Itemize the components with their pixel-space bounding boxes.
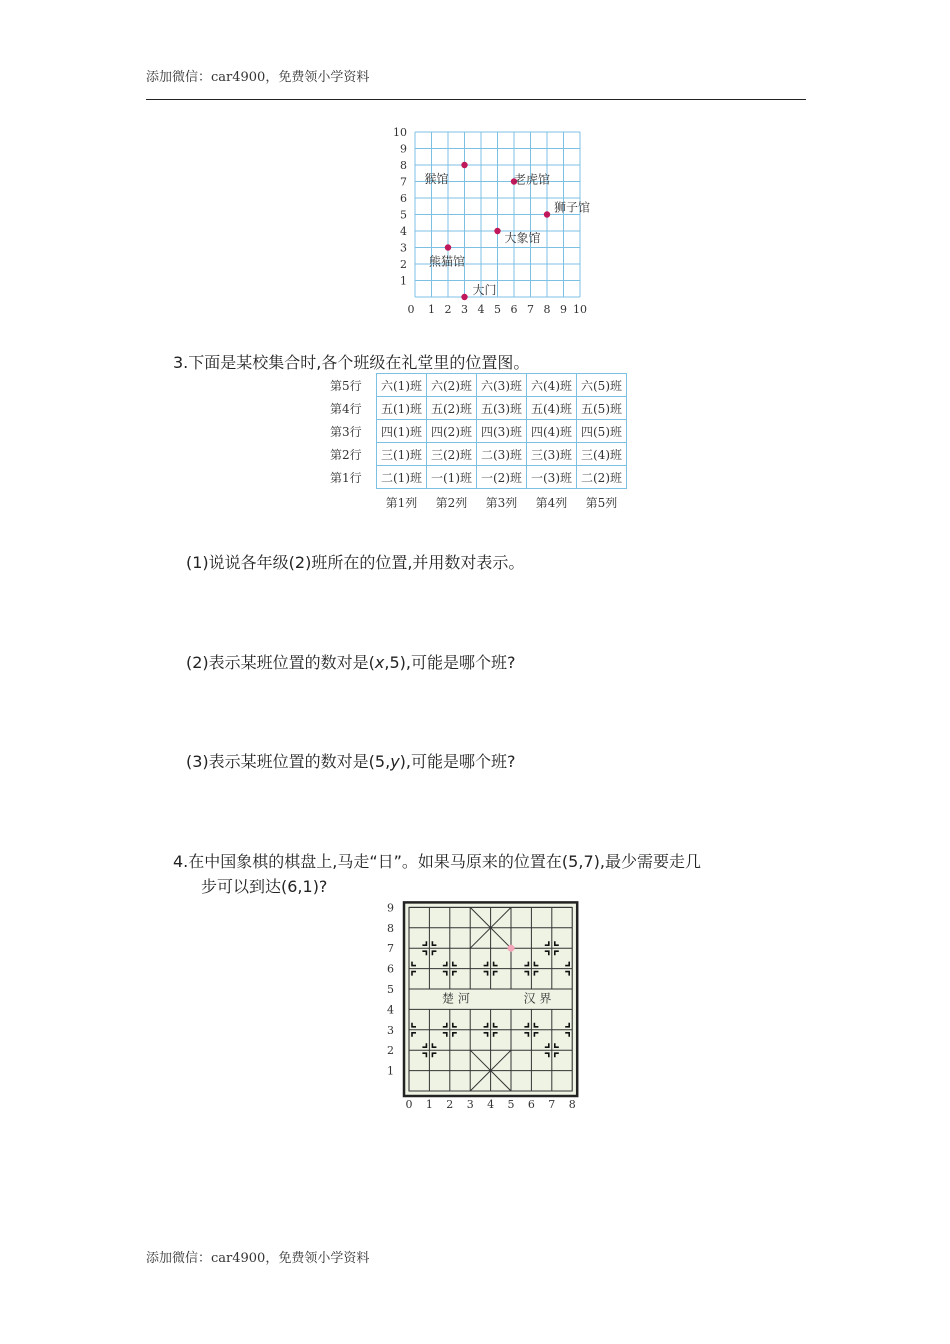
seat-cell: 二(3)班 — [477, 443, 527, 466]
seat-cell: 三(3)班 — [527, 443, 577, 466]
seat-cell: 四(4)班 — [527, 420, 577, 443]
zoo-y-tick: 1 — [400, 274, 407, 288]
zoo-point — [494, 228, 500, 234]
q3-sub2-post: ,5),可能是哪个班? — [384, 653, 516, 672]
seat-table — [330, 373, 627, 515]
zoo-point — [445, 244, 451, 250]
seat-col-label: 第5列 — [585, 495, 618, 510]
seat-cell: 二(1)班 — [377, 466, 427, 489]
seat-cell: 六(4)班 — [527, 374, 577, 397]
zoo-x-tick: 7 — [527, 303, 534, 316]
q3-sub2-pre: (2)表示某班位置的数对是( — [186, 653, 375, 672]
board-y-tick: 7 — [387, 942, 394, 956]
seat-cell: 五(4)班 — [527, 397, 577, 420]
seat-cell: 五(1)班 — [377, 397, 427, 420]
zoo-y-tick: 3 — [400, 241, 407, 255]
seat-cell: 四(2)班 — [427, 420, 477, 443]
zoo-y-tick: 4 — [400, 225, 407, 238]
seat-cell: 一(1)班 — [427, 466, 477, 489]
seat-row-label: 第1行 — [330, 470, 362, 485]
zoo-point — [461, 294, 467, 300]
zoo-y-tick: 2 — [400, 258, 407, 271]
river-left-text: 楚 河 — [442, 991, 470, 1006]
river-right-text: 汉 界 — [523, 991, 552, 1006]
board-x-tick: 6 — [527, 1098, 535, 1111]
zoo-x-tick: 9 — [560, 303, 567, 316]
seat-col-label: 第1列 — [385, 495, 418, 510]
seat-cell: 六(3)班 — [477, 374, 527, 397]
seat-cell: 四(5)班 — [577, 420, 627, 443]
zoo-point-label: 老虎馆 — [513, 172, 551, 187]
zoo-x-tick: 2 — [444, 303, 452, 316]
seat-cell: 三(2)班 — [427, 443, 477, 466]
board-x-tick: 5 — [507, 1098, 515, 1111]
zoo-point-label: 狮子馆 — [553, 200, 591, 215]
q3-title: 3.下面是某校集合时,各个班级在礼堂里的位置图。 — [173, 353, 530, 372]
seat-cell: 四(3)班 — [477, 420, 527, 443]
board-x-tick: 7 — [548, 1098, 556, 1111]
board-y-tick: 8 — [387, 921, 394, 935]
seat-row-label: 第3行 — [330, 424, 362, 439]
q3-sub3-pre: (3)表示某班位置的数对是(5, — [186, 752, 391, 771]
board-x-tick: 1 — [425, 1098, 433, 1111]
board-y-tick: 6 — [387, 962, 394, 976]
board-y-tick: 5 — [387, 983, 394, 996]
board-y-tick: 3 — [387, 1023, 394, 1037]
q3-sub3-var: y — [390, 752, 400, 771]
zoo-point-label: 大象馆 — [504, 231, 541, 245]
seat-cell: 一(3)班 — [527, 466, 577, 489]
zoo-point-label: 大门 — [472, 283, 497, 297]
seat-cell: 二(2)班 — [577, 466, 627, 489]
page-header: 添加微信：car4900，免费领小学资料 — [146, 70, 370, 85]
seat-row — [330, 466, 627, 489]
page-footer: 添加微信：car4900，免费领小学资料 — [146, 1251, 370, 1266]
q3-sub1: (1)说说各年级(2)班所在的位置,并用数对表示。 — [186, 553, 525, 572]
board-y-tick: 2 — [387, 1044, 394, 1058]
zoo-point — [544, 211, 550, 217]
zoo-x-tick: 4 — [477, 303, 485, 316]
board-x-tick: 4 — [487, 1098, 495, 1111]
q3-sub3-post: ),可能是哪个班? — [399, 752, 516, 771]
zoo-x-tick: 0 — [407, 303, 415, 316]
zoo-point-label: 熊猫馆 — [428, 254, 466, 269]
zoo-y-tick: 6 — [400, 192, 407, 205]
board-x-tick: 0 — [405, 1098, 413, 1111]
seat-cell: 五(5)班 — [577, 397, 627, 420]
zoo-x-tick: 1 — [428, 303, 435, 316]
board-x-tick: 3 — [466, 1098, 474, 1111]
q3-sub2-var: x — [374, 653, 385, 672]
zoo-grid — [415, 132, 580, 297]
seat-col-label: 第3列 — [485, 495, 518, 510]
seat-cell: 六(1)班 — [377, 374, 427, 397]
zoo-point-label: 猴馆 — [424, 172, 449, 186]
seat-cell: 三(1)班 — [377, 443, 427, 466]
q3-sub3 — [186, 749, 515, 772]
zoo-x-tick: 10 — [573, 303, 587, 316]
zoo-y-tick: 9 — [400, 142, 407, 156]
seat-row-label: 第5行 — [330, 378, 362, 393]
seat-col-label: 第4列 — [535, 495, 568, 510]
board-y-tick: 1 — [387, 1064, 394, 1078]
board-y-tick: 4 — [387, 1003, 394, 1017]
seat-col-label: 第2列 — [435, 495, 468, 510]
seat-row-label: 第4行 — [330, 401, 362, 416]
zoo-point — [461, 162, 467, 168]
board-x-tick: 2 — [446, 1098, 454, 1111]
seat-cell: 五(3)班 — [477, 397, 527, 420]
seat-col-labels — [330, 489, 627, 516]
seat-cell: 四(1)班 — [377, 420, 427, 443]
q4-line1: 4.在中国象棋的棋盘上,马走“日”。如果马原来的位置在(5,7),最少需要走几 — [173, 852, 701, 871]
seat-corner — [330, 489, 377, 516]
seat-row — [330, 397, 627, 420]
board-y-tick: 9 — [387, 901, 394, 915]
seat-row — [330, 443, 627, 466]
zoo-x-tick: 3 — [461, 303, 468, 316]
seat-cell: 六(2)班 — [427, 374, 477, 397]
seat-cell: 三(4)班 — [577, 443, 627, 466]
seat-row — [330, 374, 627, 397]
seat-cell: 一(2)班 — [477, 466, 527, 489]
zoo-map — [385, 122, 615, 322]
zoo-x-tick: 8 — [543, 303, 551, 316]
zoo-x-tick: 5 — [494, 303, 501, 316]
zoo-y-tick: 5 — [400, 208, 407, 222]
header-rule — [146, 99, 806, 100]
q3-sub2 — [186, 650, 515, 673]
zoo-y-tick: 7 — [400, 175, 407, 189]
seat-row — [330, 420, 627, 443]
zoo-y-tick: 10 — [393, 126, 407, 139]
seat-cell: 六(5)班 — [577, 374, 627, 397]
seat-row-label: 第2行 — [330, 447, 362, 462]
zoo-x-tick: 6 — [510, 303, 518, 316]
horse-position — [508, 945, 515, 952]
zoo-y-tick: 8 — [400, 159, 407, 172]
chess-board — [378, 893, 598, 1115]
board-x-tick: 8 — [568, 1098, 576, 1111]
seat-cell: 五(2)班 — [427, 397, 477, 420]
q4-line2: 步可以到达(6,1)? — [201, 877, 328, 896]
